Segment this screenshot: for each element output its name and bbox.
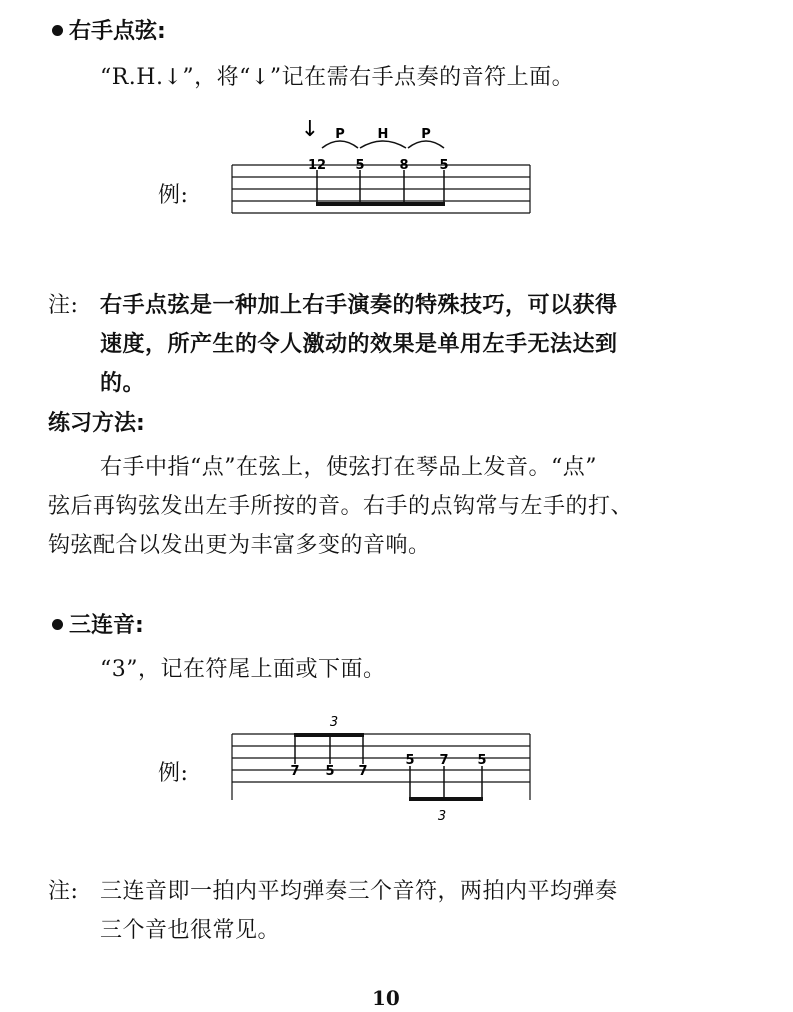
- fret-number: 8: [399, 158, 409, 173]
- example-label: 例:: [158, 183, 189, 208]
- triplet-number: 3: [437, 809, 447, 824]
- practice-line-2: 弦后再钩弦发出左手所按的音。右手的点钩常与左手的打、: [48, 494, 634, 519]
- section-heading-text: 三连音:: [69, 613, 144, 638]
- fret-number: 7: [290, 764, 300, 779]
- fret-number: 7: [439, 753, 449, 768]
- note-line-1: 右手点弦是一种加上右手演奏的特殊技巧，可以获得: [100, 293, 618, 318]
- technique-letter: P: [335, 127, 345, 142]
- bullet-icon: [52, 619, 63, 630]
- note-prefix: 注:: [48, 293, 79, 318]
- technique-letter: H: [377, 127, 389, 142]
- fret-number: 5: [325, 764, 335, 779]
- note-prefix: 注:: [48, 879, 79, 904]
- practice-line-1: 右手中指“点”在弦上，使弦打在琴品上发音。“点”: [100, 455, 597, 480]
- section-heading-triplet: [52, 608, 144, 639]
- tap-arrow-icon: ↓: [300, 117, 320, 142]
- tab-example-tapping: [220, 110, 540, 230]
- fret-number: 5: [355, 158, 365, 173]
- section-heading-right-hand-tapping: [52, 14, 166, 45]
- practice-heading: 练习方法:: [48, 411, 145, 436]
- fret-number: 5: [477, 753, 487, 768]
- example-label: 例:: [158, 761, 189, 786]
- slur-arc: [322, 141, 358, 148]
- slur-arc: [408, 141, 444, 148]
- note-line-1: 三连音即一拍内平均弹奏三个音符，两拍内平均弹奏: [100, 879, 618, 904]
- tab-example-triplet: [220, 710, 540, 830]
- note-line-3: 的。: [100, 371, 146, 396]
- fret-number: 5: [439, 158, 449, 173]
- triplet-number: 3: [329, 715, 339, 730]
- fret-number: 5: [405, 753, 415, 768]
- page-number: 10: [372, 986, 400, 1010]
- section-heading-text: 右手点弦:: [69, 19, 166, 44]
- fret-number: 7: [358, 764, 368, 779]
- bullet-icon: [52, 25, 63, 36]
- slur-arc: [360, 141, 406, 148]
- practice-line-3: 钩弦配合以发出更为丰富多变的音响。: [48, 533, 431, 558]
- note-line-2: 速度，所产生的令人激动的效果是单用左手无法达到: [100, 332, 618, 357]
- triplet-notation-description: “3”，记在符尾上面或下面。: [100, 657, 386, 682]
- fret-number: 12: [307, 158, 327, 173]
- tapping-notation-description: “R.H.↓”，将“↓”记在需右手点奏的音符上面。: [100, 65, 575, 90]
- note-line-2: 三个音也很常见。: [100, 918, 281, 943]
- technique-letter: P: [421, 127, 431, 142]
